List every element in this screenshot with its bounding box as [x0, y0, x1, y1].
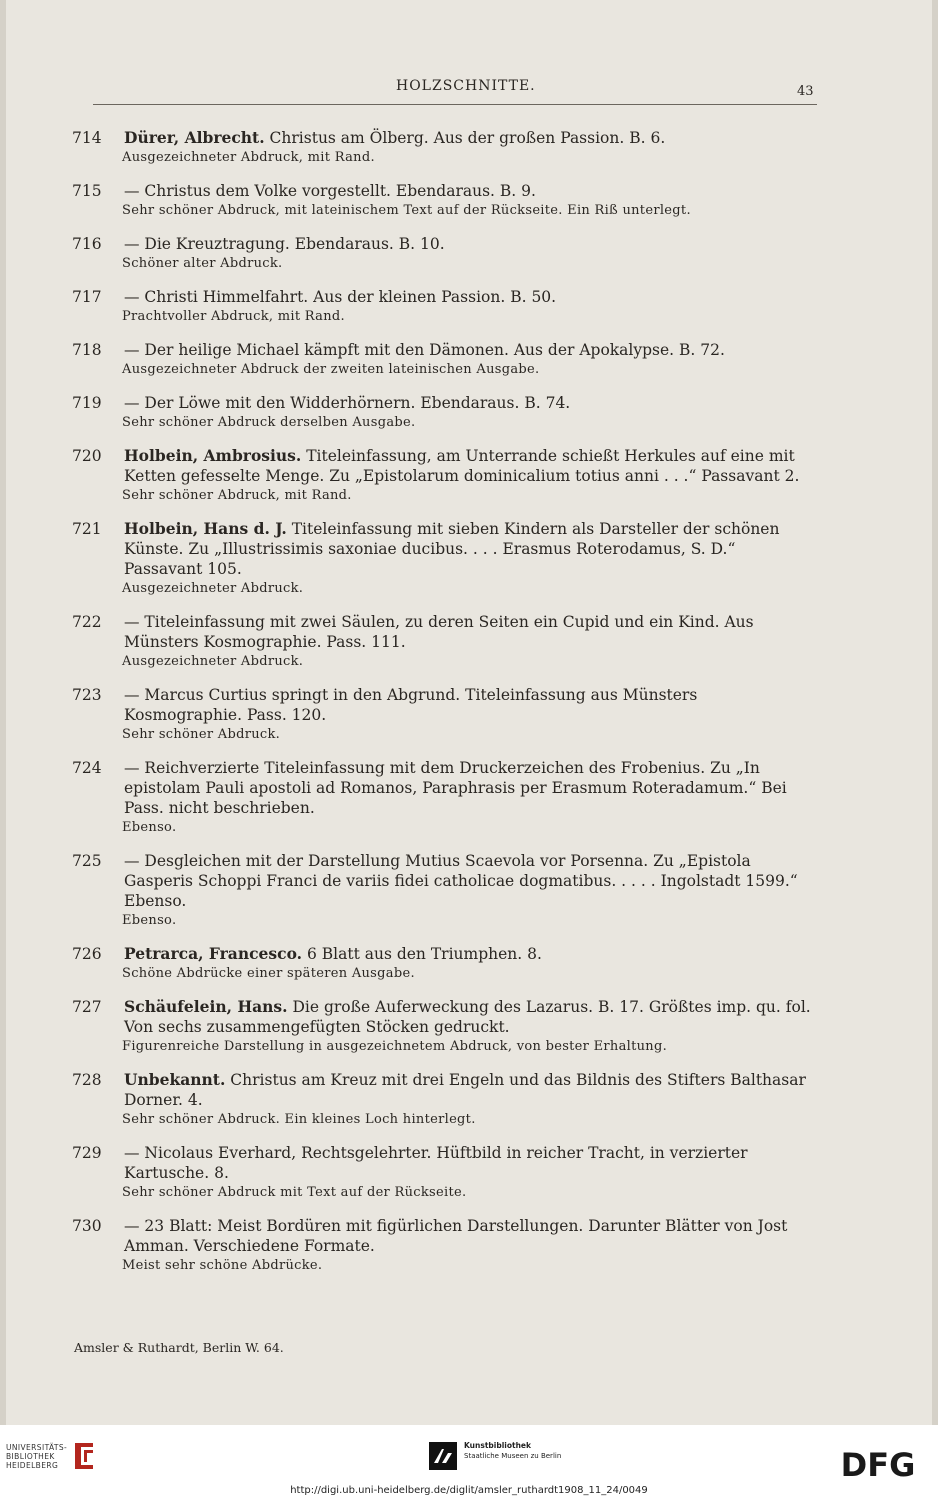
catalogue-entry [72, 944, 812, 983]
catalogue-entry [72, 1216, 812, 1275]
dfg-logo-text: DFG [840, 1447, 916, 1481]
entry-title [124, 181, 812, 201]
header-rule [93, 104, 817, 105]
entry-condition: Ebenso. [122, 913, 177, 928]
entry-text: — 23 Blatt: Meist Bordüren mit figürlichen Darstellungen. Darunter Blätter von Jost Amman. Verschiedene Formate. [124, 1217, 788, 1255]
kunstbibliothek-logo[interactable] [428, 1441, 561, 1471]
entry-title [124, 128, 812, 148]
entry-text: Die große Auferweckung des Lazarus. B. 17. Größtes imp. qu. fol. Von sechs zusammengefügten Stöcken gedruckt. [124, 998, 811, 1036]
catalogue-entries [72, 128, 812, 1289]
entry-number: 714 [72, 129, 102, 147]
entry-title [124, 1216, 812, 1256]
university-emblem-icon [71, 1441, 97, 1471]
entry-number: 719 [72, 394, 102, 412]
entry-number: 720 [72, 447, 102, 465]
entry-title [124, 1143, 812, 1183]
university-library-logo[interactable] [6, 1441, 97, 1471]
page-edge-left [0, 0, 6, 1425]
catalogue-entry [72, 234, 812, 273]
catalogue-entry [72, 1070, 812, 1129]
entry-number: 724 [72, 759, 102, 777]
entry-title [124, 1070, 812, 1110]
entry-text: — Reichverzierte Titeleinfassung mit dem Druckerzeichen des Frobenius. Zu „In epistolam Pauli apostoli ad Romanos, Paraphrasis per Erasmum Roteradamum.“ Bei Pass. nicht beschrieben. [124, 759, 787, 817]
entry-artist: Holbein, Hans d. J. [124, 519, 287, 538]
entry-artist: Unbekannt. [124, 1070, 226, 1089]
entry-artist: Petrarca, Francesco. [124, 944, 303, 963]
entry-text: — Desgleichen mit der Darstellung Mutius Scaevola vor Porsenna. Zu „Epistola Gasperis Schoppi Franci de variis fidei catholicae dogmatibus. . . . . Ingolstadt 1599.“ Ebenso. [124, 852, 798, 910]
entry-number: 717 [72, 288, 102, 306]
viewer-footer [0, 1425, 938, 1500]
entry-condition: Meist sehr schöne Abdrücke. [122, 1258, 323, 1273]
entry-text: Christus am Ölberg. Aus der großen Passion. B. 6. [264, 129, 666, 147]
catalogue-entry [72, 851, 812, 930]
entry-text: — Titeleinfassung mit zwei Säulen, zu deren Seiten ein Cupid und ein Kind. Aus Münsters Kosmographie. Pass. 111. [124, 613, 754, 651]
entry-condition: Prachtvoller Abdruck, mit Rand. [122, 309, 345, 324]
entry-artist: Dürer, Albrecht. [124, 128, 265, 147]
catalogue-entry [72, 393, 812, 432]
entry-condition: Ausgezeichneter Abdruck, mit Rand. [122, 150, 375, 165]
entry-text: Christus am Kreuz mit drei Engeln und das Bildnis des Stifters Balthasar Dorner. 4. [124, 1071, 806, 1109]
uni-line: UNIVERSITÄTS- [6, 1442, 68, 1452]
entry-text: — Marcus Curtius springt in den Abgrund. Titeleinfassung aus Münsters Kosmographie. Pass. 120. [124, 686, 698, 724]
entry-text: — Nicolaus Everhard, Rechtsgelehrter. Hüftbild in reicher Tracht, in verzierter Kartusche. 8. [124, 1144, 748, 1182]
entry-text: — Christi Himmelfahrt. Aus der kleinen Passion. B. 50. [124, 288, 557, 306]
catalogue-entry [72, 685, 812, 744]
entry-condition: Schöner alter Abdruck. [122, 256, 283, 271]
entry-number: 728 [72, 1071, 102, 1089]
entry-condition: Sehr schöner Abdruck, mit lateinischem Text auf der Rückseite. Ein Riß unterlegt. [122, 203, 691, 218]
publisher-imprint: Amsler & Ruthardt, Berlin W. 64. [74, 1340, 284, 1355]
entry-title [124, 446, 812, 486]
entry-text: 6 Blatt aus den Triumphen. 8. [302, 945, 542, 963]
page-edge-right [932, 0, 938, 1425]
uni-line: BIBLIOTHEK [6, 1451, 55, 1461]
entry-number: 716 [72, 235, 102, 253]
catalogue-entry [72, 128, 812, 167]
entry-condition: Figurenreiche Darstellung in ausgezeichnetem Abdruck, von bester Erhaltung. [122, 1039, 668, 1054]
entry-condition: Schöne Abdrücke einer späteren Ausgabe. [122, 966, 415, 981]
entry-number: 718 [72, 341, 102, 359]
entry-text: Titeleinfassung mit sieben Kindern als Darsteller der schönen Künste. Zu „Illustrissimis saxoniae ducibus. . . . Erasmus Roterodamus, S. D.“ Passavant 105. [124, 520, 780, 578]
university-library-name [6, 1443, 67, 1470]
entry-title [124, 758, 812, 818]
entry-condition: Ausgezeichneter Abdruck. [122, 581, 304, 596]
entry-number: 726 [72, 945, 102, 963]
entry-condition: Sehr schöner Abdruck mit Text auf der Rückseite. [122, 1185, 467, 1200]
entry-number: 722 [72, 613, 102, 631]
catalogue-entry [72, 1143, 812, 1202]
kunstbibliothek-subtitle: Staatliche Museen zu Berlin [464, 1452, 562, 1460]
catalogue-entry [72, 519, 812, 598]
entry-condition: Ebenso. [122, 820, 177, 835]
catalogue-entry [72, 758, 812, 837]
entry-title [124, 234, 812, 254]
permalink-url[interactable]: http://digi.ub.uni-heidelberg.de/diglit/amsler_ruthardt1908_11_24/0049 [290, 1485, 648, 1496]
catalogue-entry [72, 287, 812, 326]
entry-condition: Sehr schöner Abdruck, mit Rand. [122, 488, 352, 503]
entry-text: — Der heilige Michael kämpft mit den Dämonen. Aus der Apokalypse. B. 72. [124, 341, 725, 359]
kunstbibliothek-name: Kunstbibliothek [464, 1441, 532, 1450]
entry-title [124, 340, 812, 360]
uni-line: HEIDELBERG [6, 1460, 59, 1470]
entry-text: — Die Kreuztragung. Ebendaraus. B. 10. [124, 235, 445, 253]
entry-number: 715 [72, 182, 102, 200]
entry-number: 730 [72, 1217, 102, 1235]
entry-text: Titeleinfassung, am Unterrande schießt Herkules auf eine mit Ketten gefesselte Menge. Zu „Epistolarum dominicalium totius anni . . .“ Passavant 2. [124, 447, 800, 485]
entry-condition: Sehr schöner Abdruck. [122, 727, 281, 742]
catalogue-entry [72, 612, 812, 671]
entry-number: 723 [72, 686, 102, 704]
page-number: 43 [797, 84, 814, 99]
entry-number: 727 [72, 998, 102, 1016]
catalogue-entry [72, 997, 812, 1056]
entry-text: — Christus dem Volke vorgestellt. Ebendaraus. B. 9. [124, 182, 536, 200]
entry-condition: Ausgezeichneter Abdruck. [122, 654, 304, 669]
catalogue-entry [72, 340, 812, 379]
kunstbibliothek-emblem-icon [428, 1441, 458, 1471]
entry-title [124, 612, 812, 652]
entry-condition: Ausgezeichneter Abdruck der zweiten lateinischen Ausgabe. [122, 362, 540, 377]
header-title: HOLZSCHNITTE. [396, 78, 536, 94]
catalogue-entry [72, 446, 812, 505]
entry-title [124, 997, 812, 1037]
entry-number: 729 [72, 1144, 102, 1162]
entry-number: 721 [72, 520, 102, 538]
entry-number: 725 [72, 852, 102, 870]
entry-title [124, 519, 812, 579]
entry-title [124, 393, 812, 413]
dfg-logo[interactable] [832, 1447, 924, 1481]
entry-condition: Sehr schöner Abdruck. Ein kleines Loch hinterlegt. [122, 1112, 476, 1127]
entry-title [124, 685, 812, 725]
catalogue-entry [72, 181, 812, 220]
entry-title [124, 287, 812, 307]
entry-condition: Sehr schöner Abdruck derselben Ausgabe. [122, 415, 416, 430]
entry-artist: Schäufelein, Hans. [124, 997, 288, 1016]
entry-title [124, 944, 812, 964]
entry-title [124, 851, 812, 911]
entry-artist: Holbein, Ambrosius. [124, 446, 302, 465]
entry-text: — Der Löwe mit den Widderhörnern. Ebendaraus. B. 74. [124, 394, 571, 412]
